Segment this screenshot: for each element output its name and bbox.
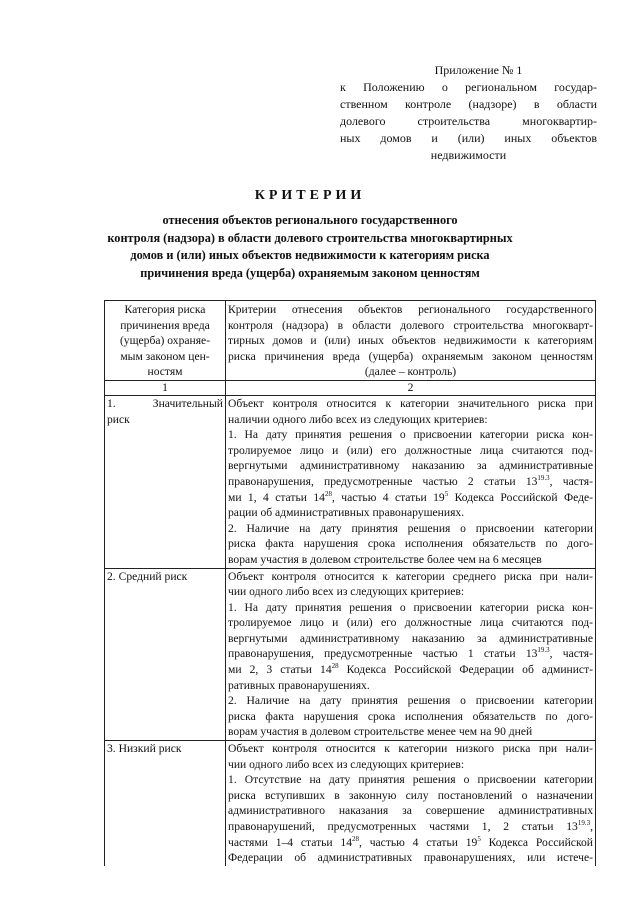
column-number: 1 bbox=[105, 380, 226, 395]
heading-subtitle-line: причинения вреда (ущерба) охраняемым законом ценностям bbox=[140, 265, 480, 280]
criteria-table bbox=[104, 300, 596, 866]
table-header-row bbox=[105, 301, 596, 381]
heading-subtitle-line: домов и (или) иных объектов недвижимости к категориям риска bbox=[130, 248, 490, 262]
document-heading bbox=[100, 186, 520, 282]
appendix-line: недвижимости bbox=[430, 148, 507, 162]
table-row bbox=[105, 741, 596, 866]
heading-subtitle-line: контроля (надзора) в области долевого строительства многоквартирных bbox=[107, 230, 513, 245]
appendix-title: Приложение № 1 bbox=[434, 63, 523, 77]
column-number: 2 bbox=[226, 380, 596, 395]
appendix-block bbox=[340, 62, 597, 164]
header-cell-category: Категория риска причинения вреда (ущерба) охраняе- мым законом цен- ностям bbox=[105, 301, 226, 381]
table-row bbox=[105, 395, 596, 568]
appendix-line: долевого строительства многоквартир- bbox=[340, 114, 597, 128]
risk-category-cell: 2. Средний риск bbox=[105, 568, 226, 741]
appendix-line: ственном контроле (надзоре) в области bbox=[340, 97, 597, 111]
header-cell-criteria: Критерии отнесения объектов регионального государственного контроля (надзора) в области долевого строительства многокварт- тирных домов и (или) иных объектов недвижимости к категориям риска причинения вреда (ущерба) охраняемым законом ценностям (далее – контроль) bbox=[226, 301, 596, 381]
appendix-line: ных домов и (или) иных объектов bbox=[340, 131, 597, 145]
risk-category-cell: 1. Значительный риск bbox=[105, 395, 226, 568]
heading-title: КРИТЕРИИ bbox=[254, 188, 366, 203]
heading-subtitle-line: отнесения объектов регионального государственного bbox=[162, 213, 458, 227]
risk-category-cell: 3. Низкий риск bbox=[105, 741, 226, 866]
appendix-line: к Положению о региональном государ- bbox=[340, 80, 597, 94]
criteria-cell: Объект контроля относится к категории низкого риска при нали- чии одного либо всех из следующих критериев: 1. Отсутствие на дату принятия решения о присвоении категории риска вступивших в законную силу постановлений о назначении административного наказания за совершение административных правонарушений, предусмотренных частями 1, 2 статьи $13^{19.3}$, частями 1–4 статьи $14^{28}$, частью 4 статьи $19^5$ Кодекса Российской Федерации об административных правонарушениях, или истече- bbox=[226, 741, 596, 866]
criteria-cell: Объект контроля относится к категории значительного риска при наличии одного либо всех из следующих критериев: 1. На дату принятия решения о присвоении категории риска кон- тролируемое лицо и (или) его должностные лица считаются под- вергнутыми административному наказанию за административные правонарушения, предусмотренные частью 2 статьи $13^{19.3}$, частя- ми 1, 4 статьи $14^{28}$, частью 4 статьи $19^5$ Кодекса Российской Феде- рации об административных правонарушениях. 2. Наличие на дату принятия решения о присвоении категории риска факта нарушения срока исполнения обязательств по дого- ворам участия в долевом строительстве более чем на 6 месяцев bbox=[226, 395, 596, 568]
criteria-cell: Объект контроля относится к категории среднего риска при нали- чии одного либо всех из следующих критериев: 1. На дату принятия решения о присвоении категории риска кон- тролируемое лицо и (или) его должностные лица считаются под- вергнутыми административному наказанию за административные правонарушения, предусмотренные частью 1 статьи $13^{19.3}$, частя- ми 2, 3 статьи $14^{28}$ Кодекса Российской Федерации об админист- ративных правонарушениях. 2. Наличие на дату принятия решения о присвоении категории риска факта нарушения срока исполнения обязательств по дого- ворам участия в долевом строительстве менее чем на 90 дней bbox=[226, 568, 596, 741]
table-number-row bbox=[105, 380, 596, 395]
table-row bbox=[105, 568, 596, 741]
